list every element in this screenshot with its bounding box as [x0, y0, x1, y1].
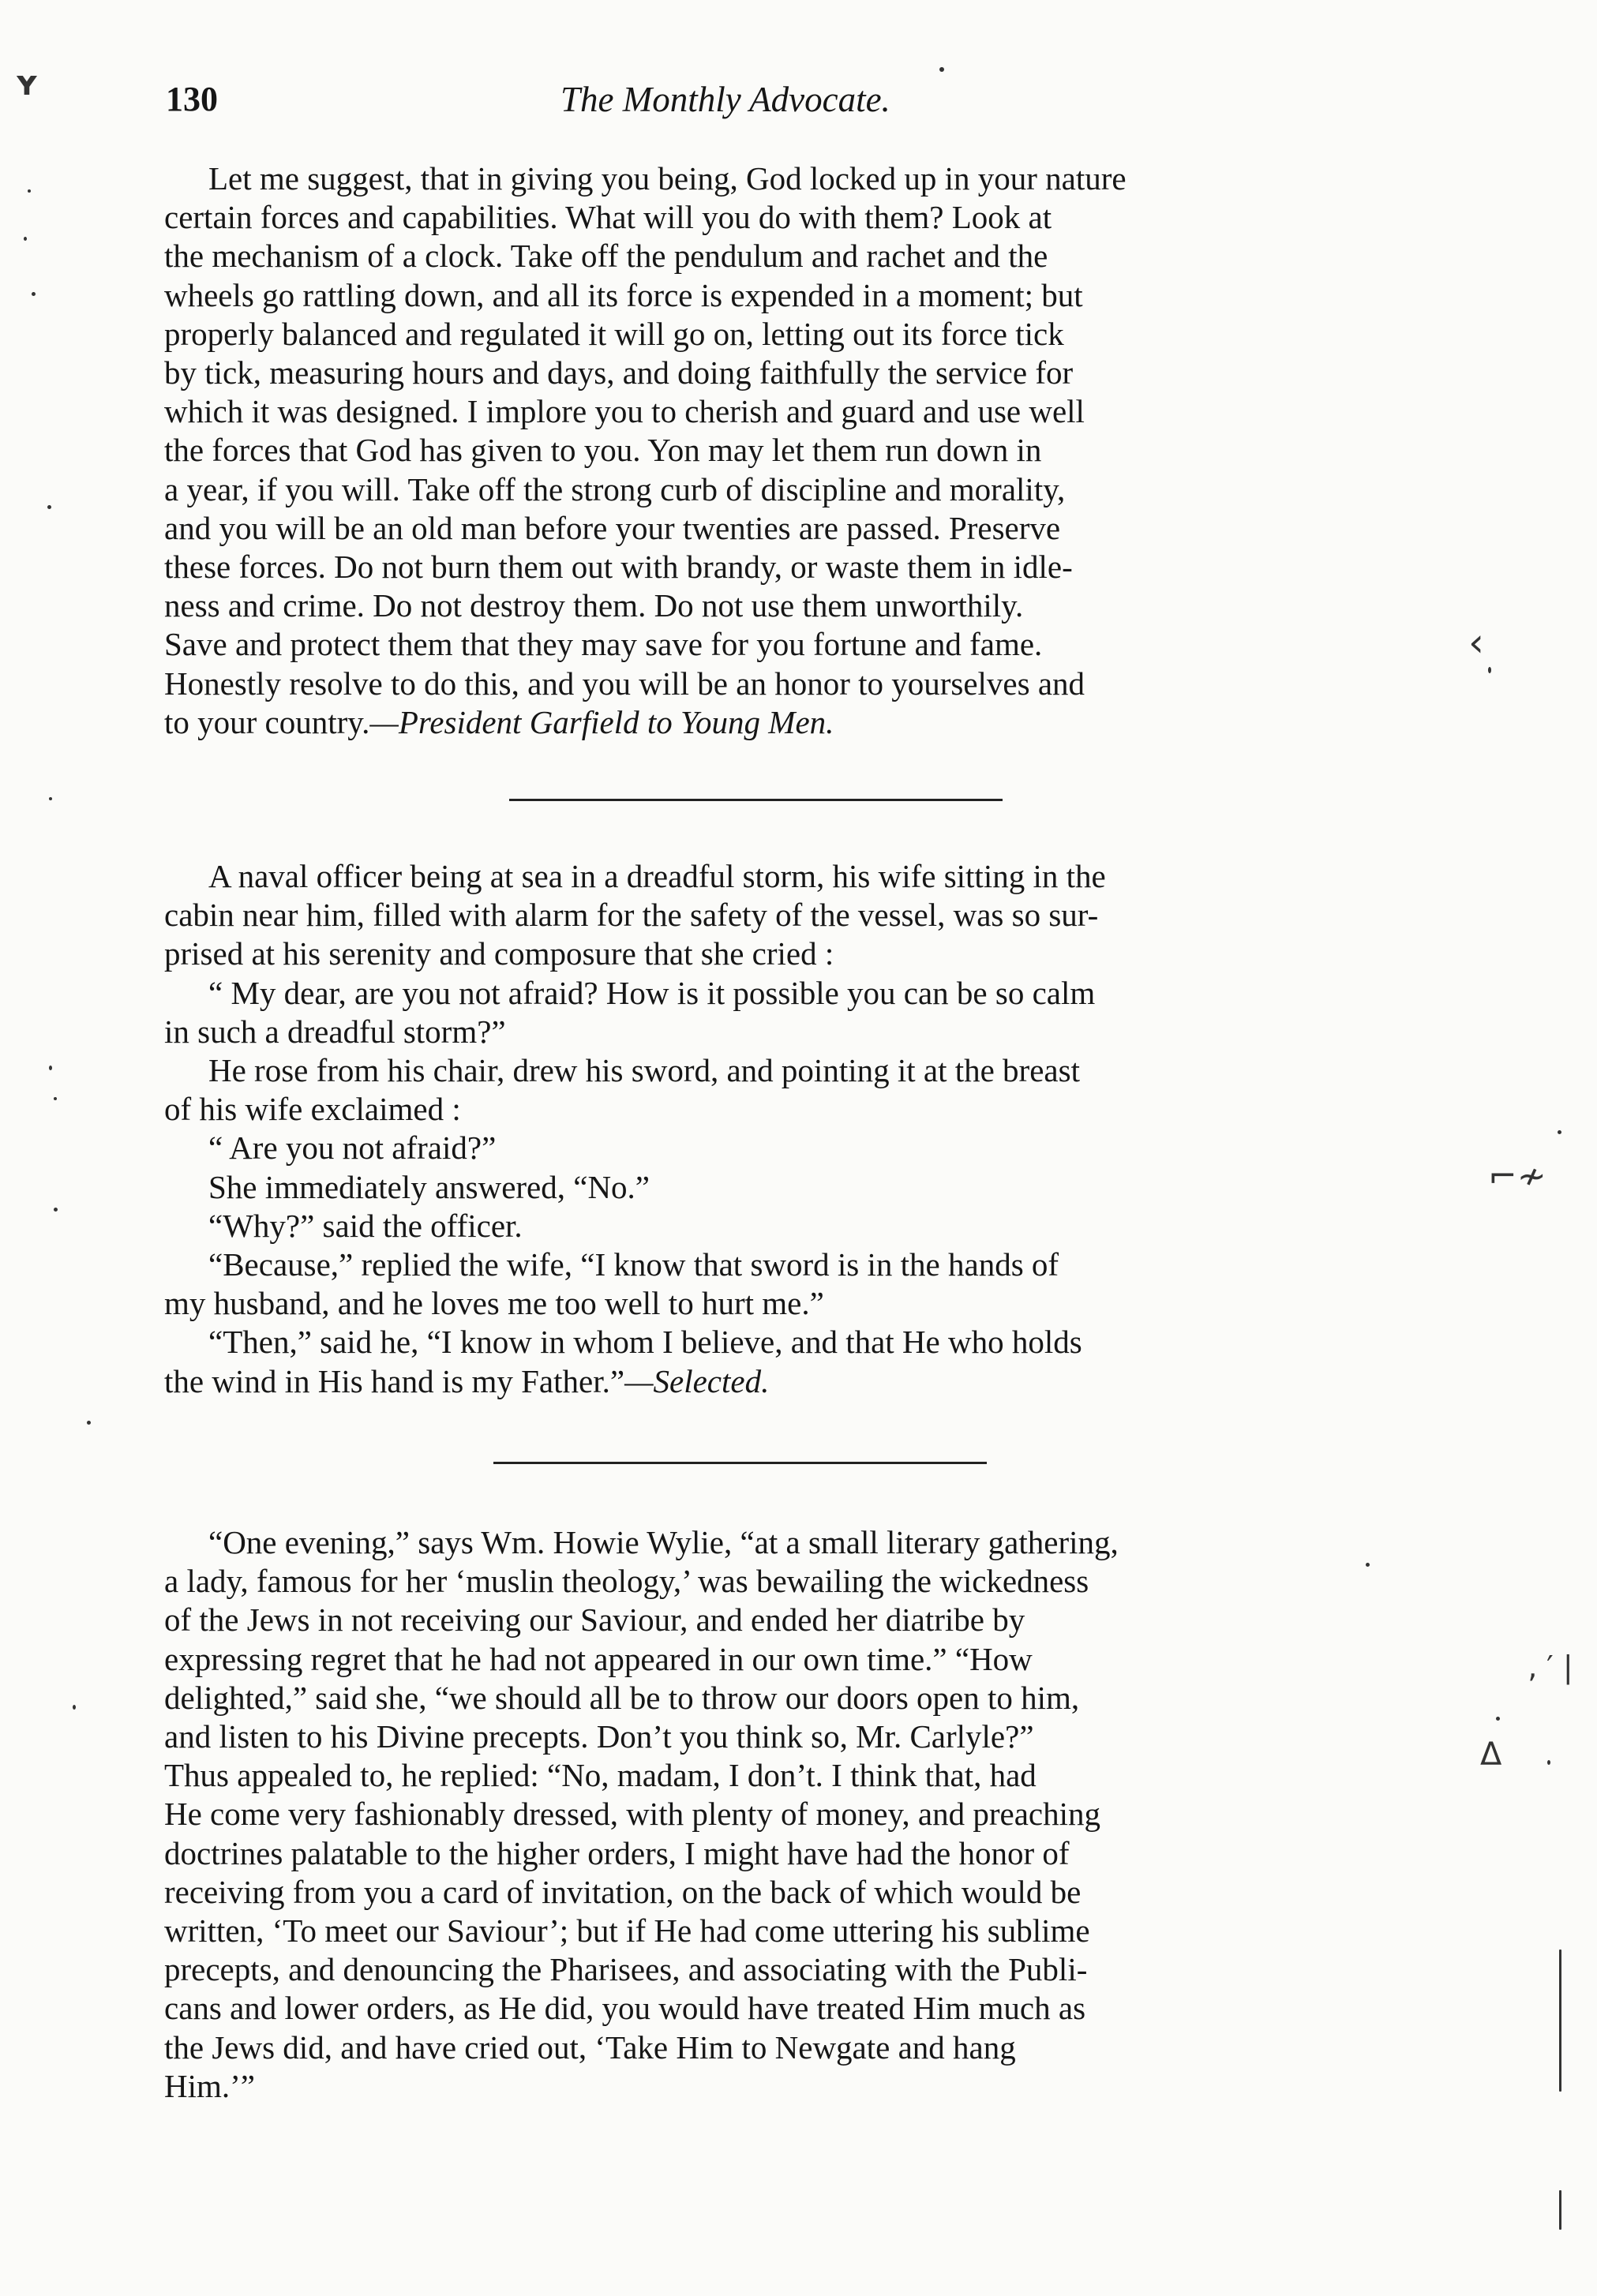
text-line: Save and protect them that they may save for you fortune and fame. — [164, 626, 1043, 663]
text-line: the Jews did, and have cried out, ‘Take Him to Newgate and hang — [164, 2028, 1016, 2066]
margin-line — [1559, 2190, 1561, 2230]
text-line: “Because,” replied the wife, “I know that sword is in the hands of — [208, 1246, 1059, 1283]
margin-line — [1559, 1950, 1561, 2092]
text-line: “One evening,” says Wm. Howie Wylie, “at a small literary gathering, — [208, 1524, 1119, 1560]
text-line: the mechanism of a clock. Take off the pendulum and rachet and the — [164, 238, 1048, 275]
text-line: Honestly resolve to do this, and you will be an honor to yourselves and — [164, 665, 1085, 702]
text-line: of his wife exclaimed : — [164, 1091, 461, 1128]
scan-speck — [54, 1097, 57, 1100]
scan-speck — [1496, 1717, 1500, 1721]
text-line: and listen to his Divine precepts. Don’t you think so, Mr. Carlyle?” — [164, 1718, 1034, 1755]
text-line: She immediately answered, “No.” — [208, 1168, 650, 1205]
scan-mark: ʏ — [14, 63, 39, 103]
text-line: the wind in His hand is my Father.” — [164, 1362, 625, 1399]
scan-mark: ‚ ′ | — [1528, 1650, 1573, 1684]
scan-speck — [87, 1421, 91, 1425]
text-line: expressing regret that he had not appeared in our own time.” “How — [164, 1640, 1033, 1677]
text-line: by tick, measuring hours and days, and doing faithfully the service for — [164, 354, 1074, 391]
text-line: which it was designed. I implore you to cherish and guard and use well — [164, 393, 1085, 430]
section-naval-officer — [164, 857, 1340, 1401]
scan-mark: ⌐≁ — [1488, 1156, 1546, 1197]
scan-speck — [1547, 1760, 1550, 1765]
text-line-final — [164, 703, 1340, 742]
section-garfield — [164, 159, 1340, 742]
text-line: He come very fashionably dressed, with plenty of money, and preaching — [164, 1796, 1100, 1833]
text-line: a year, if you will. Take off the strong curb of discipline and morality, — [164, 470, 1066, 508]
text-line: cabin near him, filled with alarm for the safety of the vessel, was so sur- — [164, 897, 1099, 934]
scan-speck — [24, 237, 27, 241]
text-line: cans and lower orders, as He did, you would have treated Him much as — [164, 1990, 1086, 2027]
scan-speck — [939, 67, 944, 72]
text-line: of the Jews in not receiving our Saviour, and ended her diatribe by — [164, 1601, 1025, 1639]
text-line: precepts, and denouncing the Pharisees, and associating with the Publi- — [164, 1951, 1088, 1988]
scan-speck — [73, 1705, 76, 1710]
text-line: and you will be an old man before your twenties are passed. Preserve — [164, 509, 1061, 546]
scan-speck — [49, 1066, 52, 1070]
text-line: to your country. — [164, 703, 370, 740]
attribution: —Selected. — [624, 1362, 770, 1399]
text-line: the forces that God has given to you. Yon may let them run down in — [164, 432, 1042, 469]
page-number: 130 — [166, 80, 218, 118]
text-line: certain forces and capabilities. What will you do with them? Look at — [164, 199, 1052, 236]
scan-speck — [32, 292, 36, 296]
attribution: —President Garfield to Young Men. — [369, 703, 834, 740]
text-line: Thus appealed to, he replied: “No, madam, I don’t. I think that, had — [164, 1757, 1037, 1794]
text-line: receiving from you a card of invitation, on the back of which would be — [164, 1873, 1082, 1910]
text-line: these forces. Do not burn them out with brandy, or waste them in idle- — [164, 549, 1073, 586]
text-line: Let me suggest, that in giving you being, God locked up in your nature — [208, 160, 1127, 197]
text-line: ness and crime. Do not destroy them. Do not use them unworthily. — [164, 587, 1024, 624]
text-line: doctrines palatable to the higher orders, I might have had the honor of — [164, 1834, 1070, 1871]
text-line: my husband, and he loves me too well to hurt me.” — [164, 1285, 824, 1322]
scan-speck — [1558, 1130, 1561, 1134]
scan-mark: ‹ — [1468, 620, 1484, 665]
text-line: delighted,” said she, “we should all be to throw our doors open to him, — [164, 1679, 1080, 1716]
text-line: “Then,” said he, “I know in whom I believe, and that He who holds — [208, 1324, 1082, 1361]
text-line: in such a dreadful storm?” — [164, 1013, 506, 1050]
running-title: The Monthly Advocate. — [560, 80, 890, 119]
scan-speck — [1488, 667, 1491, 673]
text-line: A naval officer being at sea in a dreadful storm, his wife sitting in the — [208, 858, 1106, 894]
text-line: properly balanced and regulated it will go on, letting out its force tick — [164, 315, 1064, 352]
text-line: wheels go rattling down, and all its force is expended in a moment; but — [164, 276, 1083, 313]
text-line: He rose from his chair, drew his sword, and pointing it at the breast — [208, 1052, 1080, 1089]
text-line: written, ‘To meet our Saviour’; but if He had come uttering his sublime — [164, 1912, 1090, 1950]
scan-speck — [47, 505, 51, 509]
text-line: Him.’” — [164, 2067, 255, 2104]
scan-mark: ᐃ — [1480, 1736, 1502, 1773]
text-line-final — [164, 1362, 1340, 1401]
scan-speck — [28, 189, 31, 193]
text-line: prised at his serenity and composure that she cried : — [164, 935, 834, 972]
text-line: “ My dear, are you not afraid? How is it possible you can be so calm — [208, 974, 1096, 1011]
text-line: “Why?” said the officer. — [208, 1207, 523, 1244]
text-line: “ Are you not afraid?” — [208, 1129, 497, 1167]
text-line: a lady, famous for her ‘muslin theology,’ was bewailing the wickedness — [164, 1563, 1089, 1600]
section-divider — [493, 1462, 987, 1464]
page-header — [166, 79, 1350, 126]
scan-speck — [1366, 1563, 1370, 1567]
section-carlyle — [164, 1523, 1340, 2106]
scan-speck — [49, 797, 52, 800]
section-divider — [509, 799, 1003, 801]
scan-speck — [54, 1208, 58, 1212]
